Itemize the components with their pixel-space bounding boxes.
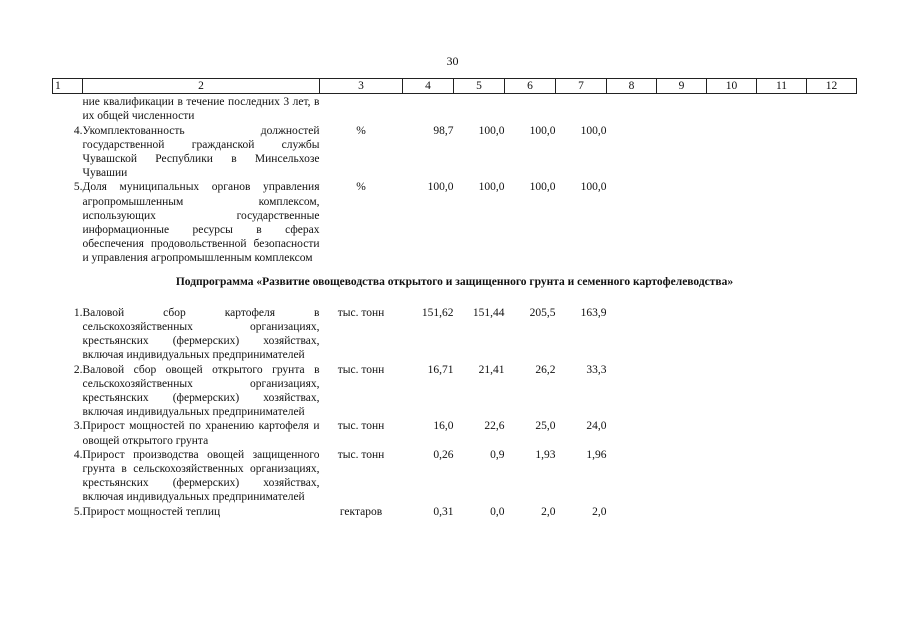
column-header-1: 1 [53,79,83,94]
value-cell: 0,31 [433,505,454,518]
page-number: 30 [446,54,459,68]
value-cell: 22,6 [484,420,505,433]
column-header-6: 6 [505,79,556,94]
indicator-name: Укомплектованность должностей государственной гражданской службы Чувашской Республики в Минсельхозе Чувашии [82,124,320,180]
table-row [53,180,857,265]
value-cell: 0,0 [490,505,505,518]
value-cell: 2,0 [541,505,556,518]
table-row [53,505,857,519]
column-number-header [53,79,857,94]
unit-cell: гектаров [339,505,383,518]
column-header-9: 9 [657,79,707,94]
value-cell: 100,0 [529,181,556,194]
indicators-table [52,78,857,519]
value-cell: 2,0 [592,505,607,518]
value-cell: 100,0 [427,181,454,194]
table-row [53,363,857,420]
value-cell: 100,0 [580,124,607,137]
column-header-4: 4 [403,79,454,94]
value-cell: 100,0 [529,124,556,137]
column-header-7: 7 [556,79,607,94]
value-cell: 16,0 [433,420,454,433]
unit-cell: % [356,181,366,194]
value-cell: 21,41 [478,363,505,376]
value-cell: 33,3 [586,363,607,376]
column-header-5: 5 [454,79,505,94]
value-cell: 100,0 [580,181,607,194]
value-cell: 100,0 [478,124,505,137]
subprogram-row [53,266,857,306]
value-cell: 163,9 [580,306,607,319]
value-cell: 98,7 [433,124,454,137]
row-number: 2. [73,363,83,376]
unit-cell: тыс. тонн [337,363,385,376]
table-row [53,306,857,363]
column-header-10: 10 [707,79,757,94]
continuation-row [53,94,857,124]
value-cell: 151,62 [421,306,454,319]
indicator-name: Валовой сбор картофеля в сельскохозяйственных организациях, крестьянских (фермерских) хозяйствах, включая индивидуальных предпринимателей [82,306,320,362]
row-number: 4. [73,448,83,461]
column-header-2: 2 [83,79,320,94]
continuation-text: ние квалификации в течение последних 3 лет, в их общей численности [82,96,320,123]
row-number: 1. [73,306,83,319]
row-number: 4. [73,124,83,137]
value-cell: 1,93 [535,448,556,461]
value-cell: 151,44 [472,306,505,319]
table-row [53,124,857,181]
unit-cell: % [356,124,366,137]
column-header-3: 3 [320,79,403,94]
value-cell: 16,71 [427,363,454,376]
row-number: 3. [73,420,83,433]
column-header-12: 12 [807,79,857,94]
value-cell: 0,9 [490,448,505,461]
table-row [53,448,857,505]
value-cell: 100,0 [478,181,505,194]
column-header-11: 11 [757,79,807,94]
indicator-name: Прирост производства овощей защищенного грунта в сельскохозяйственных организациях, крестьянских (фермерских) хозяйствах, включая индивидуальных предпринимателей [82,448,320,504]
unit-cell: тыс. тонн [337,420,385,433]
value-cell: 205,5 [529,306,556,319]
value-cell: 0,26 [433,448,454,461]
value-cell: 1,96 [586,448,607,461]
column-header-8: 8 [607,79,657,94]
value-cell: 26,2 [535,363,556,376]
table-row [53,419,857,447]
subprogram-title: Подпрограмма «Развитие овощеводства открытого и защищенного грунта и семенного картофелеводства» [175,275,734,288]
unit-cell: тыс. тонн [337,448,385,461]
indicator-name: Прирост мощностей по хранению картофеля и овощей открытого грунта [82,420,320,447]
value-cell: 24,0 [586,420,607,433]
indicator-name: Прирост мощностей теплиц [82,505,221,518]
indicator-name: Доля муниципальных органов управления агропромышленным комплексом, использующих государственные информационные ресурсы в сферах обеспечения продовольственной безопасности и управления агропромышленным комплексом [82,181,320,265]
row-number: 5. [73,181,83,194]
indicator-name: Валовой сбор овощей открытого грунта в сельскохозяйственных организациях, крестьянских (фермерских) хозяйствах, включая индивидуальных предпринимателей [82,363,320,419]
unit-cell: тыс. тонн [337,306,385,319]
row-number: 5. [73,505,83,518]
value-cell: 25,0 [535,420,556,433]
